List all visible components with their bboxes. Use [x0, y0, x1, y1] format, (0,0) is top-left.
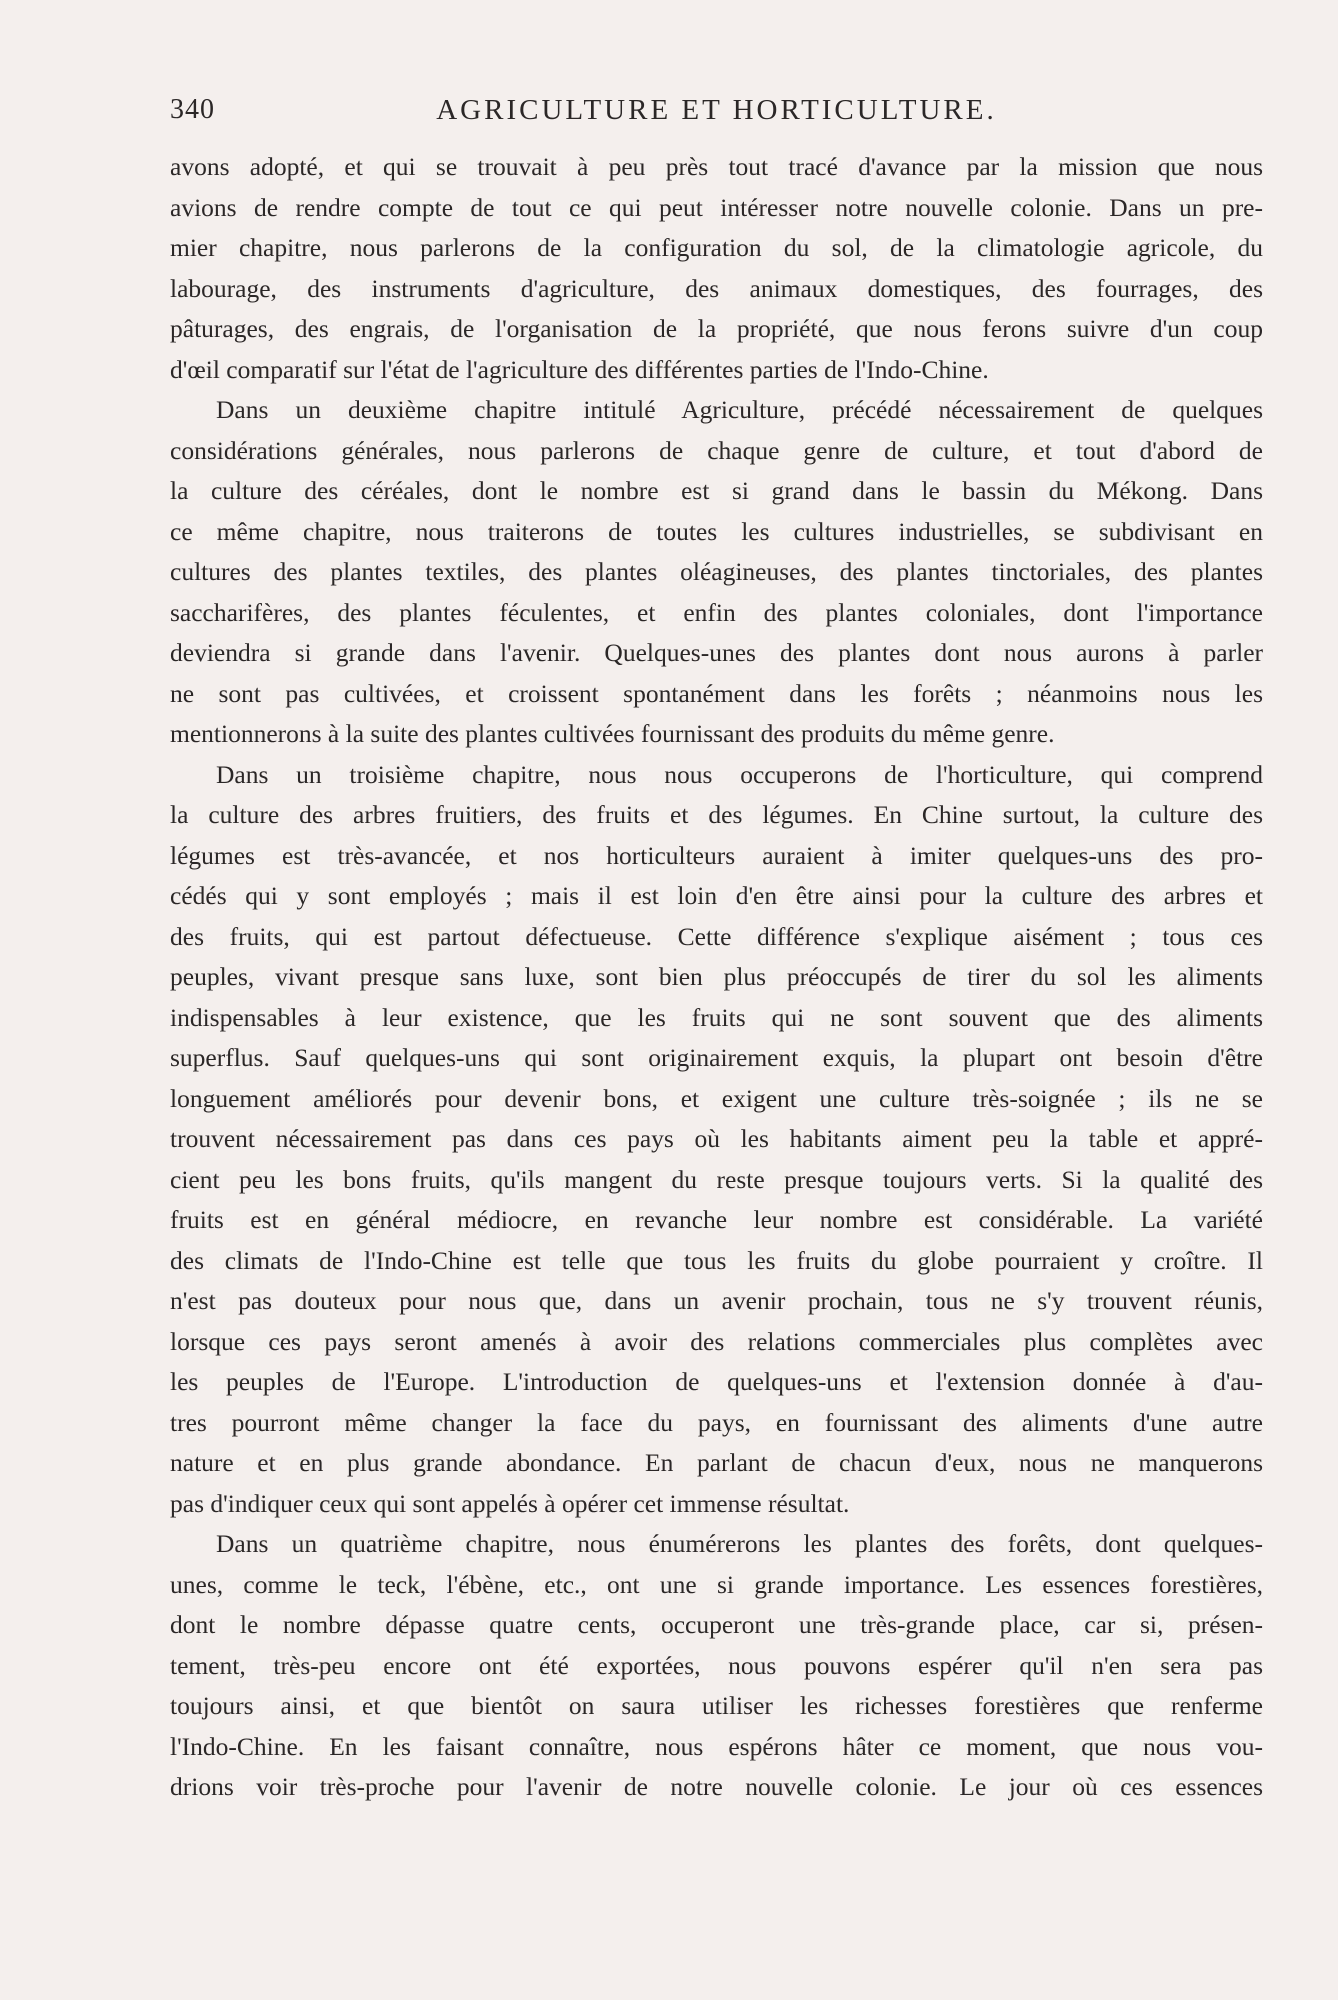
- text-line: Dans un deuxième chapitre intitulé Agriculture, précédé nécessairement de quelques: [216, 395, 1263, 424]
- text-line: les peuples de l'Europe. L'introduction de quelques-uns et l'extension donnée à d'au-: [170, 1367, 1263, 1396]
- text-line: toujours ainsi, et que bientôt on saura utiliser les richesses forestières que renferme: [170, 1691, 1263, 1720]
- text-line: des fruits, qui est partout défectueuse. Cette différence s'explique aisément ; tous ces: [170, 921, 1263, 951]
- text-line: trouvent nécessairement pas dans ces pays où les habitants aiment peu la table et appré-: [170, 1124, 1263, 1153]
- text-line: superflus. Sauf quelques-uns qui sont originairement exquis, la plupart ont besoin d'être: [170, 1043, 1263, 1072]
- text-line: la culture des arbres fruitiers, des fruits et des légumes. En Chine surtout, la culture des: [170, 800, 1263, 829]
- text-line: légumes est très-avancée, et nos horticulteurs auraient à imiter quelques-uns des pro-: [170, 840, 1263, 870]
- running-title: AGRICULTURE ET HORTICULTURE.: [436, 94, 997, 126]
- text-line: Dans un quatrième chapitre, nous énumérerons les plantes des forêts, dont quelques-: [216, 1529, 1263, 1558]
- text-line: saccharifères, des plantes féculentes, et enfin des plantes coloniales, dont l'importance: [170, 597, 1263, 627]
- text-line: des climats de l'Indo-Chine est telle que tous les fruits du globe pourraient y croître. Il: [170, 1245, 1263, 1275]
- text-line: dont le nombre dépasse quatre cents, occuperont une très-grande place, car si, présen-: [170, 1610, 1263, 1639]
- text-line: tement, très-peu encore ont été exportées, nous pouvons espérer qu'il n'en sera pas: [170, 1650, 1263, 1680]
- text-line: Dans un troisième chapitre, nous nous occuperons de l'horticulture, qui comprend: [216, 759, 1263, 789]
- text-line: mier chapitre, nous parlerons de la configuration du sol, de la climatologie agricole, du: [170, 233, 1263, 262]
- text-line: longuement améliorés pour devenir bons, et exigent une culture très-soignée ; ils ne se: [170, 1083, 1263, 1113]
- text-line: la culture des céréales, dont le nombre est si grand dans le bassin du Mékong. Dans: [170, 476, 1263, 505]
- text-line: unes, comme le teck, l'ébène, etc., ont une si grande importance. Les essences forestières,: [170, 1569, 1263, 1599]
- paragraph: [170, 390, 1263, 755]
- text-line: avions de rendre compte de tout ce qui peut intéresser notre nouvelle colonie. Dans un pre-: [170, 192, 1263, 222]
- text-line: deviendra si grande dans l'avenir. Quelques-unes des plantes dont nous aurons à parler: [170, 638, 1263, 667]
- text-line: avons adopté, et qui se trouvait à peu près tout tracé d'avance par la mission que nous: [170, 152, 1263, 181]
- text-line: considérations générales, nous parlerons de chaque genre de culture, et tout d'abord de: [170, 435, 1263, 465]
- text-line: cient peu les bons fruits, qu'ils mangent du reste presque toujours verts. Si la qualité des: [170, 1164, 1263, 1194]
- text-line: mentionnerons à la suite des plantes cultivées fournissant des produits du même genre.: [170, 719, 1055, 748]
- text-line: indispensables à leur existence, que les fruits qui ne sont souvent que des aliments: [170, 1002, 1263, 1032]
- text-line: cultures des plantes textiles, des plantes oléagineuses, des plantes tinctoriales, des plantes: [170, 557, 1263, 586]
- text-line: n'est pas douteux pour nous que, dans un avenir prochain, tous ne s'y trouvent réunis,: [170, 1286, 1263, 1315]
- text-line: nature et en plus grande abondance. En parlant de chacun d'eux, nous ne manquerons: [170, 1448, 1263, 1477]
- text-line: lorsque ces pays seront amenés à avoir des relations commerciales plus complètes avec: [170, 1326, 1263, 1356]
- text-line: pâturages, des engrais, de l'organisation de la propriété, que nous ferons suivre d'un coup: [170, 314, 1263, 343]
- text-line: peuples, vivant presque sans luxe, sont bien plus préoccupés de tirer du sol les aliments: [170, 962, 1263, 991]
- text-line: l'Indo-Chine. En les faisant connaître, nous espérons hâter ce moment, que nous vou-: [170, 1731, 1263, 1761]
- text-line: cédés qui y sont employés ; mais il est loin d'en être ainsi pour la culture des arbres et: [170, 881, 1263, 910]
- paragraph: [170, 147, 1263, 390]
- paragraph: [170, 1524, 1263, 1808]
- paragraph: [170, 755, 1263, 1525]
- text-line: pas d'indiquer ceux qui sont appelés à opérer cet immense résultat.: [170, 1488, 850, 1518]
- page-header: [170, 94, 1263, 134]
- text-line: tres pourront même changer la face du pays, en fournissant des aliments d'une autre: [170, 1407, 1263, 1437]
- text-line: d'œil comparatif sur l'état de l'agriculture des différentes parties de l'Indo-Chine.: [170, 354, 989, 384]
- text-line: drions voir très-proche pour l'avenir de notre nouvelle colonie. Le jour où ces essences: [170, 1772, 1263, 1801]
- text-line: fruits est en général médiocre, en revanche leur nombre est considérable. La variété: [170, 1205, 1263, 1234]
- text-line: labourage, des instruments d'agriculture, des animaux domestiques, des fourrages, des: [170, 273, 1263, 303]
- page-number: 340: [170, 94, 215, 125]
- text-line: ne sont pas cultivées, et croissent spontanément dans les forêts ; néanmoins nous les: [170, 678, 1263, 708]
- body-text: [170, 147, 1263, 1808]
- text-line: ce même chapitre, nous traiterons de toutes les cultures industrielles, se subdivisant en: [170, 516, 1263, 546]
